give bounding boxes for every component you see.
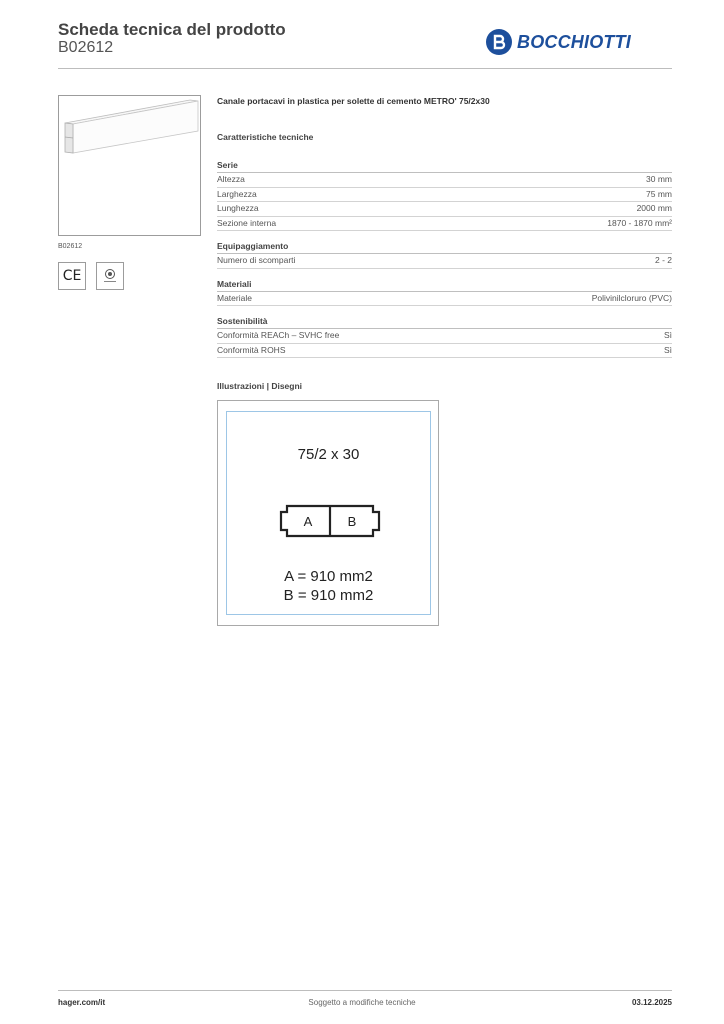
section-title: Serie [217,159,672,173]
spec-row [217,217,672,232]
section-serie [217,159,672,231]
spec-row [217,188,672,203]
ce-mark-icon: CE [58,262,86,290]
spec-row [217,344,672,359]
footer-website: hager.com/it [58,998,106,1007]
product-code: B02612 [58,39,114,56]
area-a-label: A = 910 mm2 [284,568,373,585]
drawing-frame [226,411,431,615]
cross-section-diagram [277,498,383,544]
technical-drawing [217,400,439,626]
section-title: Sostenibilità [217,315,672,329]
spec-value: Polivinilcloruro (PVC) [591,292,672,303]
page-title: Scheda tecnica del prodotto [58,20,286,39]
section-title: Materiali [217,278,672,292]
footer-divider [58,990,672,991]
area-b-label: B = 910 mm2 [283,587,374,604]
section-title: Equipaggiamento [217,240,672,254]
spec-label: Altezza [217,174,245,184]
spec-row [217,254,672,269]
spec-label: Conformità ROHS [217,344,286,355]
section-materiali [217,278,672,307]
spec-content [217,95,672,358]
spec-value: 1870 - 1870 mm² [607,217,672,228]
bocchiotti-b-icon [486,29,512,55]
spec-row [217,329,672,344]
spec-row [217,292,672,307]
spec-value: Sì [663,344,672,355]
spec-row [217,202,672,217]
section-sostenibilita [217,315,672,358]
product-name: Canale portacavi in plastica per solette di cemento METRO' 75/2x30 [217,96,490,106]
footer-date: 03.12.2025 [631,998,672,1007]
spec-label: Larghezza [217,188,257,199]
spec-value: 30 mm [646,174,672,184]
spec-label: Lunghezza [217,203,259,213]
product-image [58,95,201,236]
certification-mark-icon [96,262,124,290]
spec-label: Conformità REACh – SVHC free [217,330,340,340]
footer-note: Soggetto a modifiche tecniche [308,998,416,1007]
spec-value: 2 - 2 [654,255,672,265]
header-divider [58,68,672,69]
spec-value: 2000 mm [636,203,672,213]
section-equipaggiamento [217,240,672,269]
illustrations-heading: Illustrazioni | Disegni [217,381,303,391]
spec-label: Sezione interna [217,217,277,228]
spec-value: 75 mm [646,188,672,199]
spec-label: Numero di scomparti [217,255,296,265]
spec-row [217,173,672,188]
compartment-b-label: B [347,514,357,529]
spec-value: Sì [663,330,672,340]
image-caption: B02612 [58,243,83,250]
brand-name: BOCCHIOTTI [517,31,631,52]
brand-logo [486,29,631,55]
tech-heading: Caratteristiche tecniche [217,132,314,142]
spec-label: Materiale [217,292,252,303]
drawing-title: 75/2 x 30 [297,446,360,463]
compartment-a-label: A [303,514,313,529]
